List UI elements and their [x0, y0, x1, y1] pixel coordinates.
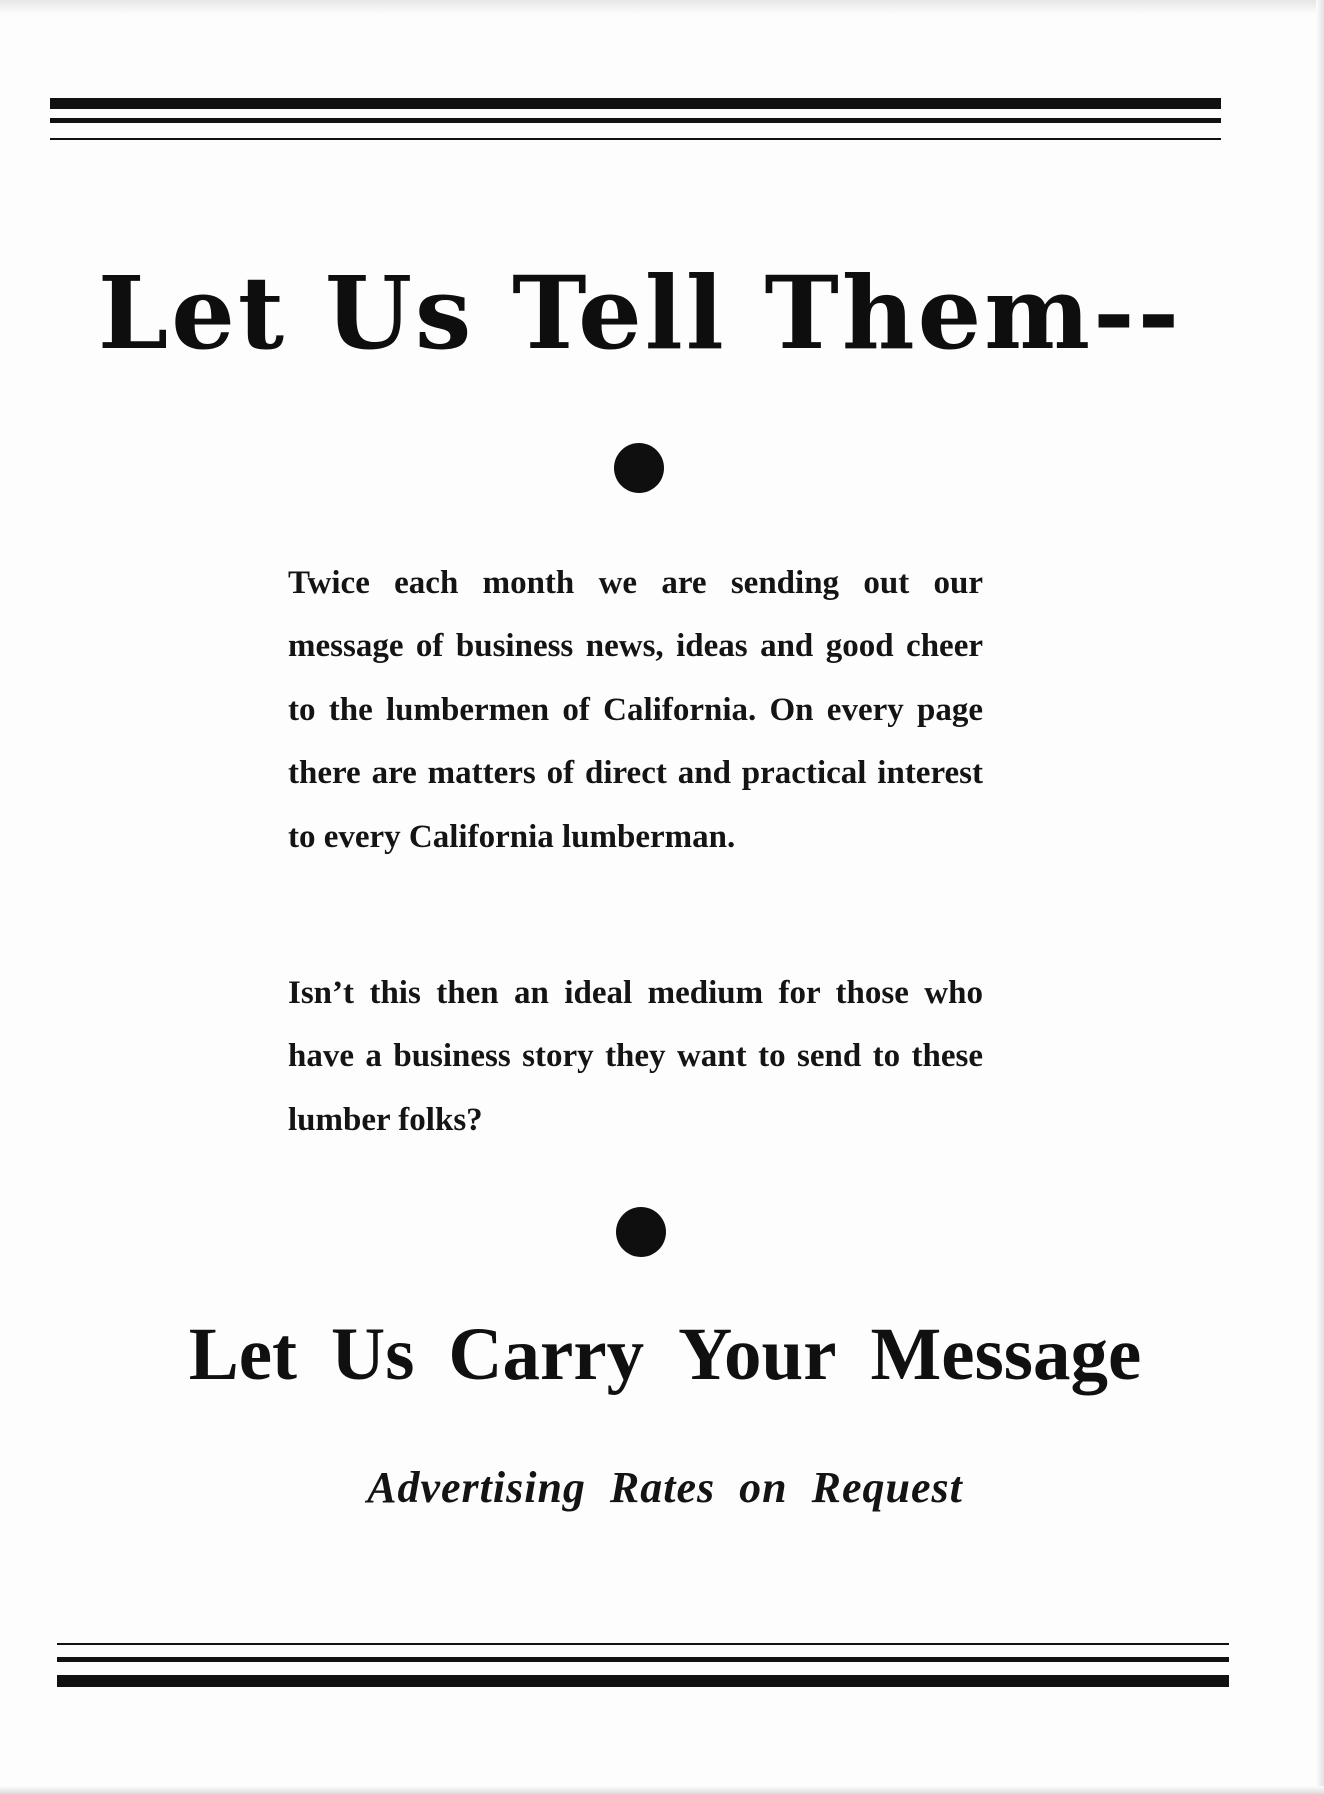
subhead-word: Carry	[448, 1313, 645, 1396]
top-rule-medium	[50, 118, 1221, 123]
bottom-decorative-rules	[57, 1643, 1229, 1693]
tagline-word: Rates	[609, 1463, 716, 1512]
top-rule-thick	[50, 98, 1221, 109]
scan-edge-right	[1316, 0, 1324, 1794]
body-paragraph-1: Twice each month we are sending out our message of business news, ideas and good cheer to the lumbermen of California. On every page there are matters of direct and practical interest to every California lumberman.	[288, 565, 983, 855]
bottom-rule-thin	[57, 1643, 1229, 1645]
headline: Let Us Tell Them--	[97, 254, 1183, 372]
bottom-rule-thick	[57, 1675, 1229, 1687]
top-rule-thin	[50, 138, 1221, 140]
bullet-dot-bottom	[616, 1207, 666, 1257]
scan-edge-bottom	[0, 1786, 1324, 1794]
top-decorative-rules	[50, 98, 1221, 146]
tagline	[60, 1460, 1270, 1516]
tagline-word: Request	[811, 1463, 963, 1512]
subhead-word: Message	[870, 1313, 1142, 1396]
subhead-word: Your	[678, 1313, 837, 1396]
subhead-word: Us	[331, 1313, 415, 1396]
tagline-word: Advertising	[367, 1463, 586, 1512]
body-paragraph-2: Isn’t this then an ideal medium for those who have a business story they want to send to these lumber folks?	[288, 975, 983, 1138]
bottom-rule-medium	[57, 1657, 1229, 1662]
scan-edge-top	[0, 0, 1324, 14]
tagline-word: on	[739, 1463, 788, 1512]
subheadline	[60, 1310, 1270, 1400]
bullet-dot-top	[614, 443, 664, 493]
subhead-word: Let	[188, 1313, 298, 1396]
